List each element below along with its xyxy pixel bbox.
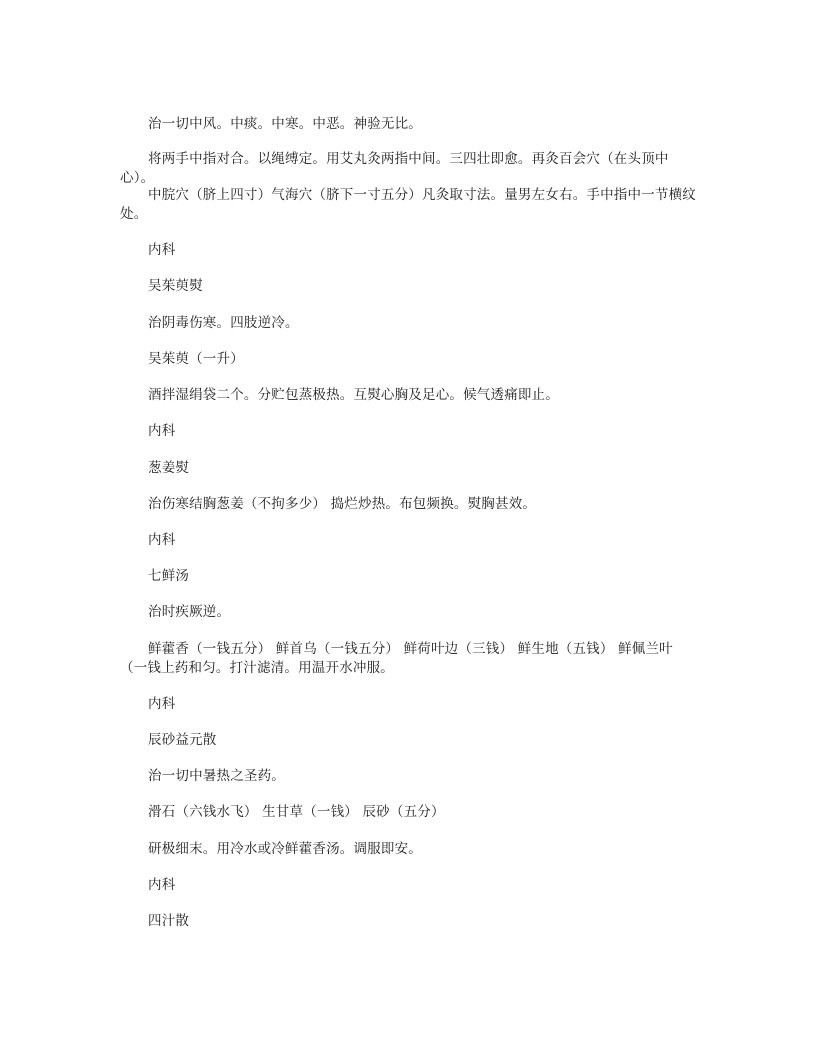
section-heading: 内科 — [148, 532, 176, 548]
paragraph-3: 中脘穴（脐上四寸）气海穴（脐下一寸五分）凡灸取寸法。量男左女右。手中指中一节横纹处。 — [120, 187, 696, 222]
paragraph-20: 研极细末。用冷水或冷鲜藿香汤。调服即安。 — [148, 841, 422, 857]
paragraph-8: 酒拌湿绢袋二个。分贮包蒸极热。互熨心胸及足心。候气透痛即止。 — [148, 387, 559, 403]
recipe-title: 辰砂益元散 — [148, 732, 217, 748]
paragraph-7: 吴茱萸（一升） — [148, 351, 244, 367]
section-heading: 内科 — [148, 696, 176, 712]
recipe-title: 吴茱萸熨 — [148, 278, 203, 294]
paragraph-18: 治一切中暑热之圣药。 — [148, 768, 285, 784]
section-heading: 内科 — [148, 877, 176, 893]
paragraph-1: 治一切中风。中痰。中寒。中恶。神验无比。 — [148, 116, 422, 132]
section-heading: 内科 — [148, 423, 176, 439]
paragraph-2: 将两手中指对合。以绳缚定。用艾丸灸两指中间。三四壮即愈。再灸百会穴（在头顶中心）。 — [120, 151, 669, 186]
paragraph-15: 鲜藿香（一钱五分） 鲜首乌（一钱五分） 鲜荷叶边（三钱） 鲜生地（五钱） 鲜佩兰叶（一钱上药和匀。打汁滤清。用温开水冲服。 — [120, 641, 673, 676]
paragraph-11: 治伤寒结胸葱姜（不拘多少） 捣烂炒热。布包频换。熨胸甚效。 — [148, 496, 537, 512]
paragraph-6: 治阴毒伤寒。四肢逆冷。 — [148, 315, 299, 331]
paragraph-19: 滑石（六钱水飞） 生甘草（一钱） 辰砂（五分） — [148, 804, 445, 820]
recipe-title: 四汁散 — [148, 913, 190, 929]
paragraph-14: 治时疾厥逆。 — [148, 604, 231, 620]
recipe-title: 七鲜汤 — [148, 568, 190, 584]
section-heading: 内科 — [148, 242, 176, 258]
recipe-title: 葱姜熨 — [148, 460, 190, 476]
